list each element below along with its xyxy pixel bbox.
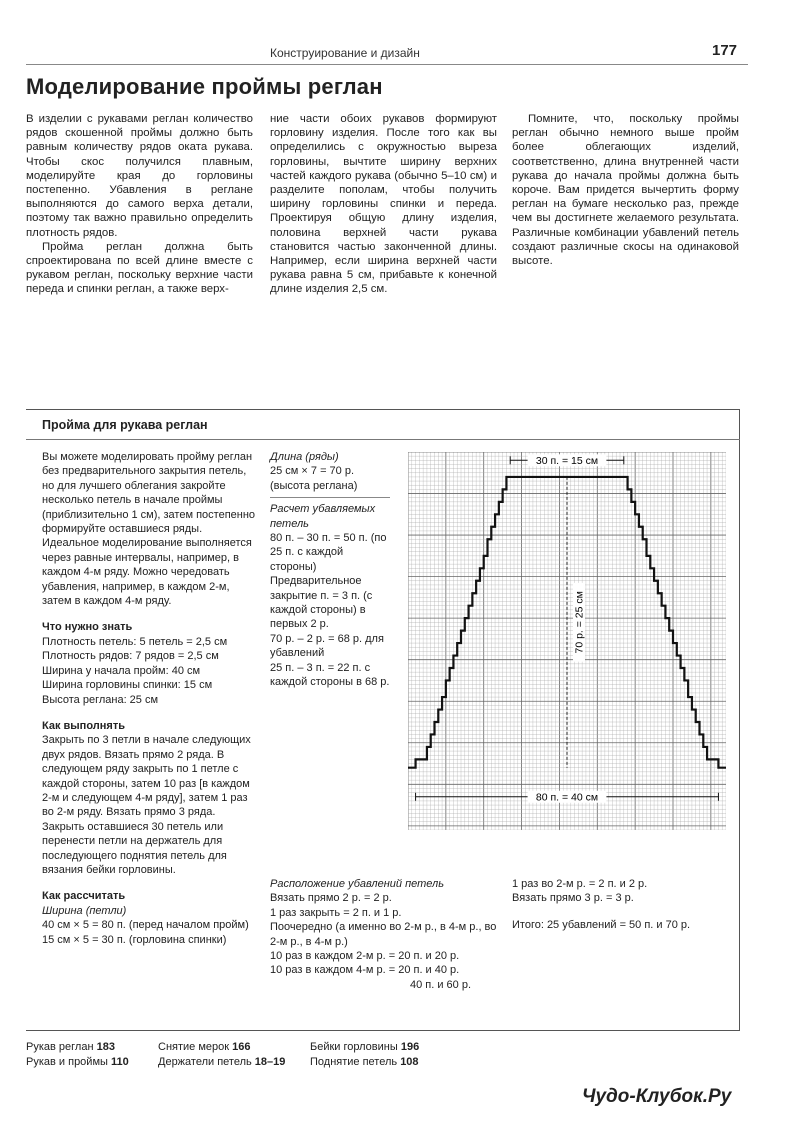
rows-text: 70 р. – 2 р. = 68 р. для убавлений: [270, 632, 384, 660]
page-title: Моделирование проймы реглан: [26, 74, 383, 99]
box-left-column: [42, 450, 256, 947]
box-middle-column: [270, 450, 390, 690]
decrease-heading: Расчет убавляемых петель: [270, 503, 376, 530]
length-heading: Длина (ряды): [270, 451, 339, 463]
bottom-dimension-label: 80 п. = 40 см: [535, 791, 599, 804]
layout-item: 1 раз закрыть = 2 п. и 1 р.: [270, 906, 402, 919]
layout-item: Вязать прямо 2 р. = 2 р.: [270, 892, 392, 905]
intro-column-3: [512, 112, 739, 268]
know-item: Плотность рядов: 7 рядов = 2,5 см: [42, 650, 219, 663]
intro-paragraph: Помните, что, поскольку проймы реглан обычно немного выше пройм более облегающих изделий, соответственно, длина внутренней части рукава до начала проймы должна быть короче. Вам придется вычертить форму реглан на бумаге несколько раз, прежде чем вы достигнете желаемого результата. Различные комбинации убавлений петель создают различные скосы на одинаковой высоте.: [512, 113, 739, 268]
layout-item: 10 раз в каждом 4-м р. = 20 п. и 40 р.: [270, 964, 460, 977]
page-number: 177: [712, 42, 738, 59]
box-title-rule: [26, 439, 740, 440]
xref-item[interactable]: Рукав реглан 183: [26, 1041, 115, 1053]
running-header: Конструирование и дизайн: [270, 46, 420, 60]
box-top-rule: [26, 409, 740, 410]
xref-item[interactable]: Поднятие петель 108: [310, 1055, 419, 1068]
layout-item: Вязать прямо 3 р. = 3 р.: [512, 892, 634, 905]
layout-item: Поочередно (а именно во 2-м р., в 4-м р., во 2-м р., в 4-м р.): [270, 921, 497, 948]
top-dimension-label: 30 п. = 15 см: [535, 454, 599, 467]
know-item: Высота реглана: 25 см: [42, 693, 159, 706]
side-dimension-label: 70 р. = 25 см: [573, 591, 586, 654]
know-item: Ширина у начала пройм: 40 см: [42, 664, 201, 677]
do-heading: Как выполнять: [42, 719, 125, 732]
know-item: Плотность петель: 5 петель = 2,5 см: [42, 635, 228, 648]
box-title: Пройма для рукава реглан: [42, 418, 208, 432]
do-text: Закрыть по 3 петли в начале следующих двух рядов. Вязать прямо 2 ряда. В следующем ряду закрыть по 1 петле с каждой стороны, затем 10 раз [в каждом 2-м и следующем 4-м ряду], затем 1 раз во 2-м ряду. Вязать прямо 3 ряда. Закрыть оставшиеся 30 петель или перенести петли на держатель для последующего поднятия петель для вязания бейки горловины.: [42, 734, 251, 876]
know-item: Ширина горловины спинки: 15 см: [42, 679, 213, 692]
length-text: 25 см × 7 = 70 р. (высота реглана): [270, 465, 358, 492]
rows-text-2: 25 п. – 3 п. = 22 п. с каждой стороны в 68 р.: [270, 661, 390, 689]
intro-paragraph: В изделии с рукавами реглан количество рядов скошенной проймы должно быть равным количеству рядов оката рукава. Чтобы скос получился плавным, моделируйте края до горловины постепенно. Убавления в реглане выполняются до самого верха детали, поэтому так важно правильно определить плотность рядов.: [26, 113, 253, 239]
site-watermark: Чудо-Клубок.Ру: [582, 1086, 732, 1107]
xref-item[interactable]: Бейки горловины 196: [310, 1041, 420, 1053]
raglan-chart: [408, 452, 726, 830]
calc-item: 15 см × 5 = 30 п. (горловина спинки): [42, 933, 227, 946]
know-heading: Что нужно знать: [42, 621, 133, 634]
header-rule: [26, 64, 748, 65]
box-intro-text: Вы можете моделировать пройму реглан без предварительного закрытия петель, но для лучшего облегания закройте несколько петель в начале проймы (приблизительно 1 см), затем постепенно формируйте оставшиеся ряды. Идеальное моделирование выполняется через равные интервалы, например, в каждом 4-м ряду. Можно чередовать убавления, например, в каждом 2-м, затем в каждом 4-м ряду.: [42, 451, 256, 608]
pre-close-text: Предварительное закрытие п. = 3 п. (с каждой стороны) в первых 2 р.: [270, 575, 373, 631]
xref-item[interactable]: Держатели петель 18–19: [158, 1055, 286, 1068]
layout-item: 1 раз во 2-м р. = 2 п. и 2 р.: [512, 878, 648, 890]
intro-paragraph: Пройма реглан должна быть спроектирована по всей длине вместе с рукавом реглан, поскольку верхние части переда и спинки реглан, а также верх-: [26, 240, 253, 296]
intro-column-1: [26, 112, 253, 297]
decrease-layout: [270, 877, 500, 992]
xref-item[interactable]: Снятие мерок 166: [158, 1041, 251, 1053]
layout-total: 40 п. и 60 р.: [410, 978, 472, 991]
layout-item: 10 раз в каждом 2-м р. = 20 п. и 20 р.: [270, 950, 460, 963]
calc-subheading: Ширина (петли): [42, 904, 127, 917]
decrease-text: 80 п. – 30 п. = 50 п. (по 25 п. с каждой стороны): [270, 532, 387, 573]
decrease-layout-right: [512, 877, 738, 932]
total-text: Итого: 25 убавлений = 50 п. и 70 р.: [512, 918, 691, 931]
calc-item: 40 см × 5 = 80 п. (перед началом пройм): [42, 919, 249, 932]
calc-heading: Как рассчитать: [42, 890, 126, 903]
separator: [270, 497, 390, 498]
layout-heading: Расположение убавлений петель: [270, 878, 445, 890]
intro-paragraph: ние части обоих рукавов формируют горловину изделия. После того как вы определились с окружностью выреза горловины, вычтите ширину верхних частей каждого рукава (обычно 5–10 см) и разделите пополам, чтобы получить ширину горловины спинки и переда. Проектируя общую длину изделия, половина верхней части рукава становится частью законченной длины. Например, если ширина верхней части рукава равна 5 см, прибавьте к конечной длине изделия 2,5 см.: [270, 113, 497, 296]
intro-column-2: [270, 112, 497, 297]
xref-item[interactable]: Рукав и проймы 110: [26, 1055, 129, 1068]
